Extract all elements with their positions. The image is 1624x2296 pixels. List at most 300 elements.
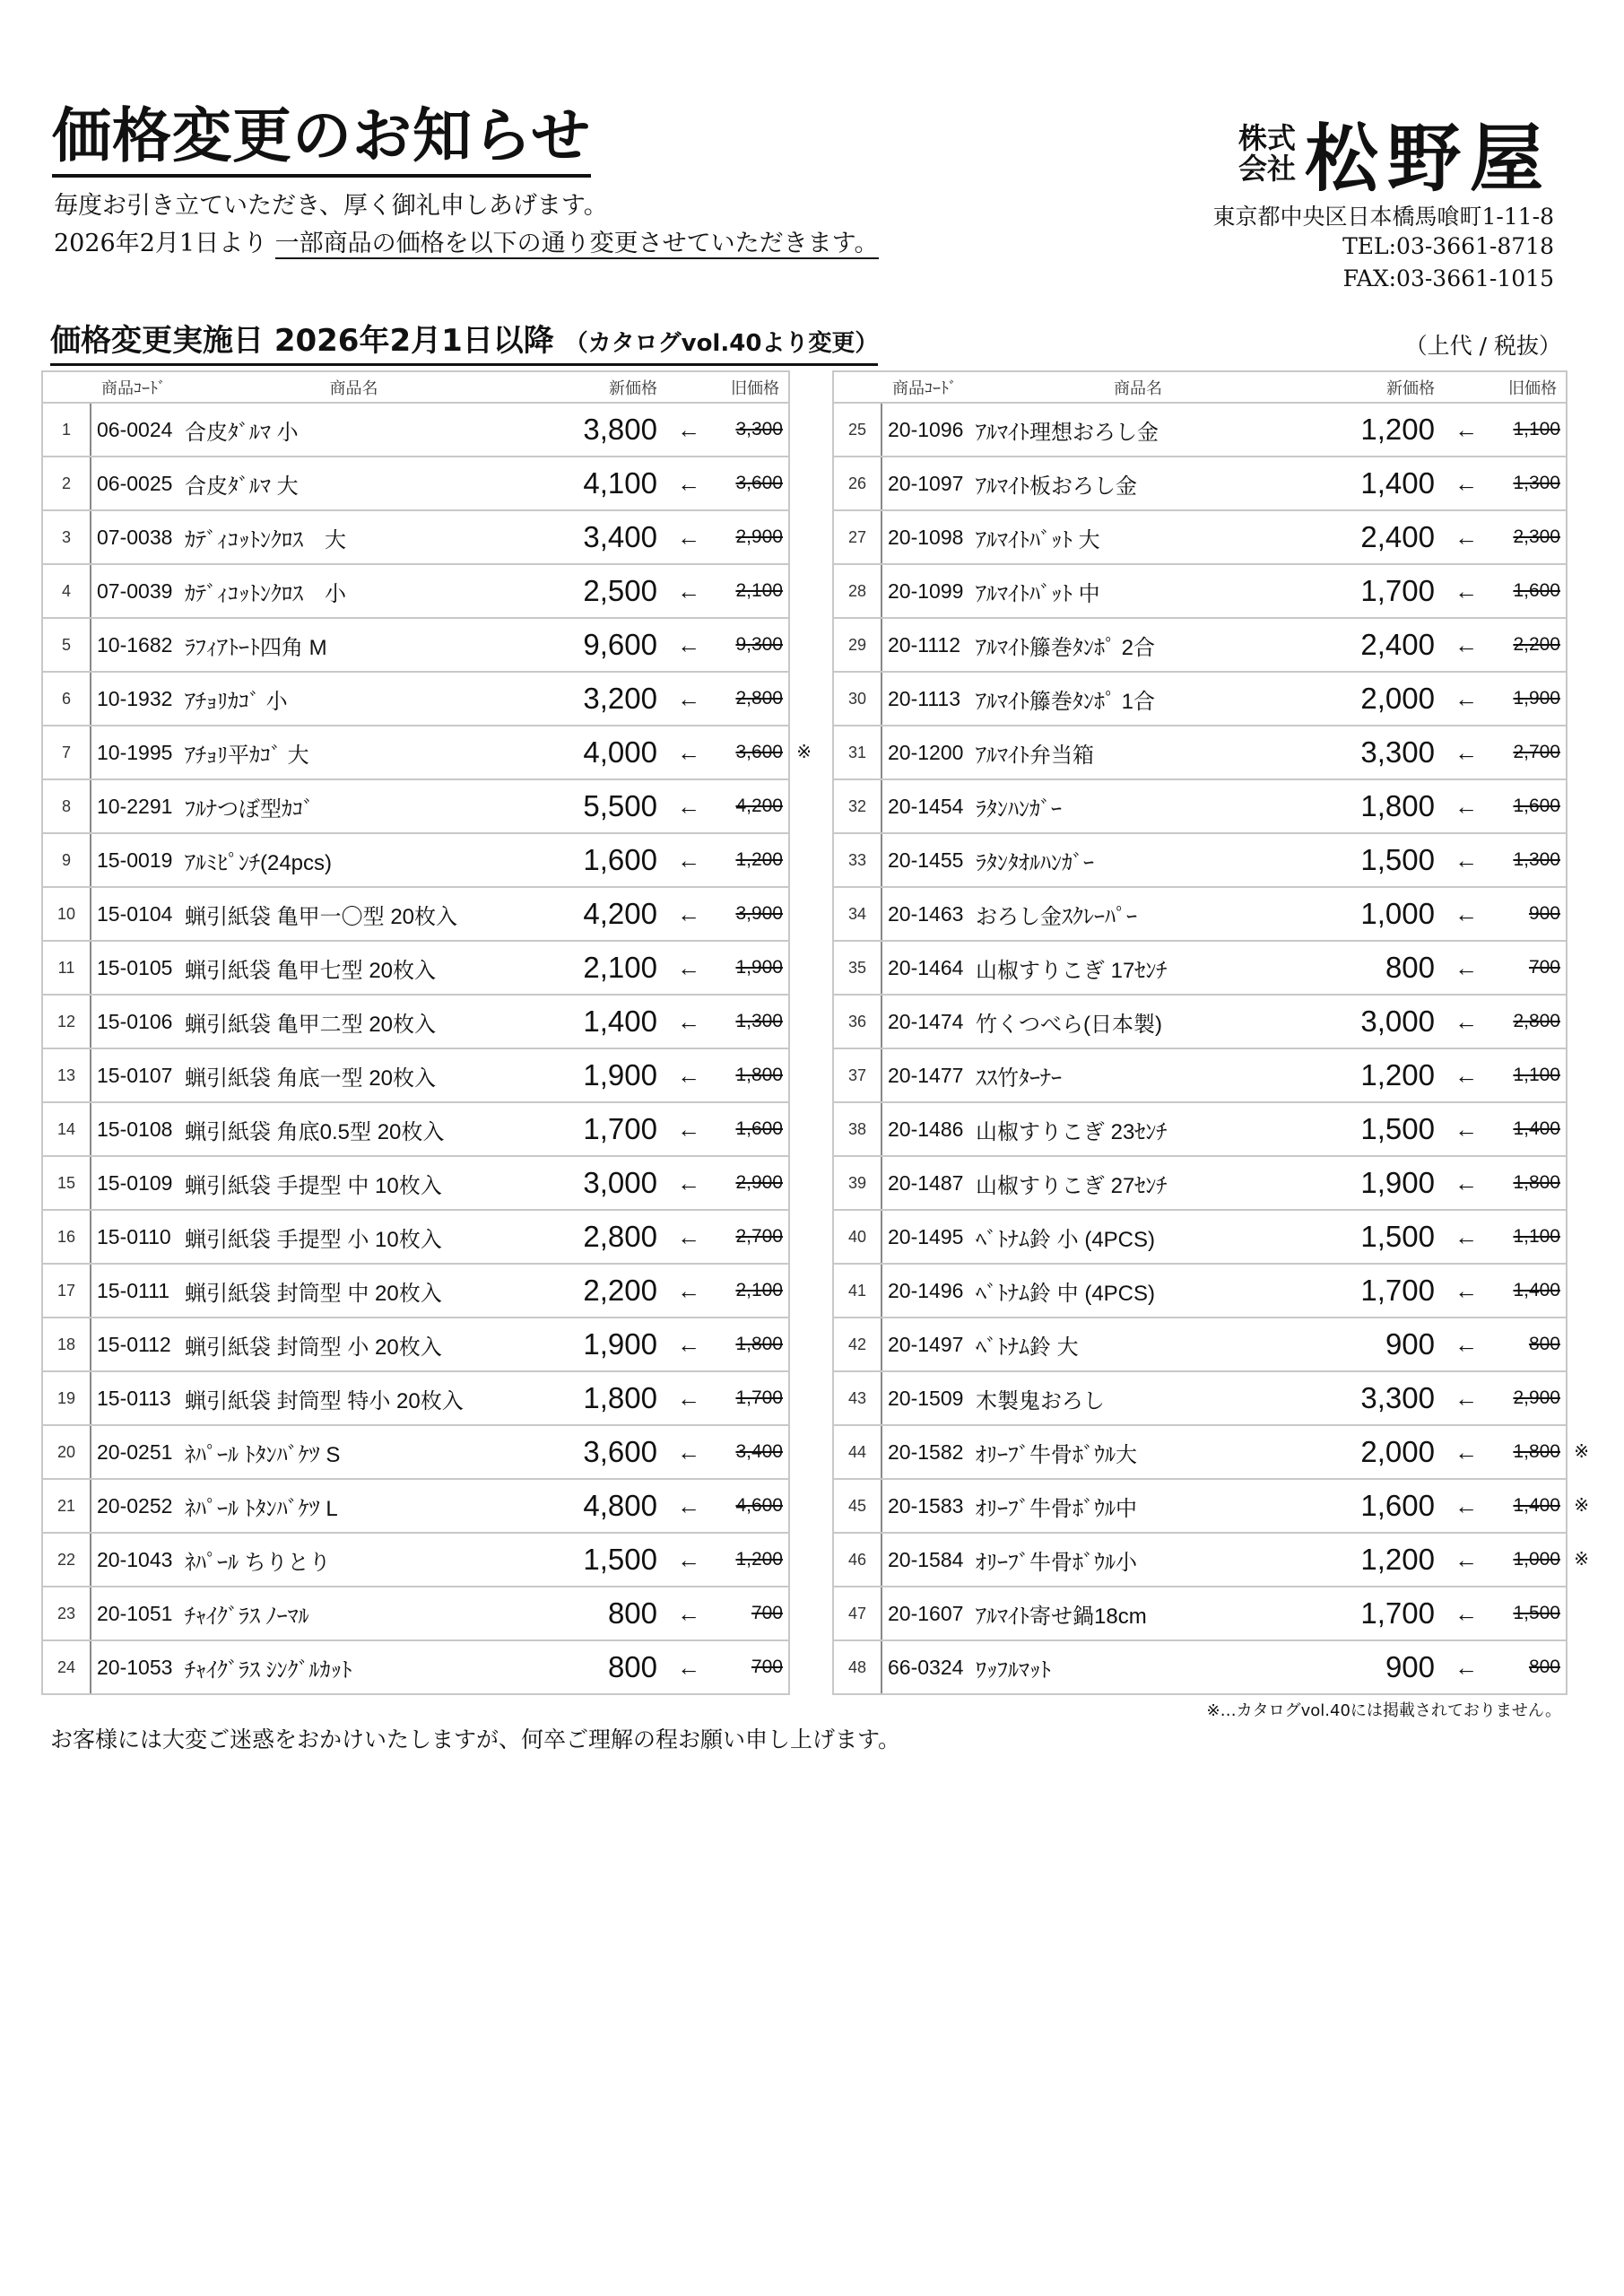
arrow-icon: ← — [657, 564, 720, 618]
row-number: 40 — [833, 1210, 881, 1264]
old-price-value: 1,100 — [1513, 1226, 1560, 1247]
product-code: 15-0113 — [91, 1371, 185, 1425]
product-name: ﾈﾊﾟｰﾙ ﾄﾀﾝﾊﾞｹﾂ S — [185, 1425, 523, 1479]
old-price — [1498, 618, 1567, 672]
table-row — [833, 1640, 1567, 1694]
row-number: 24 — [42, 1640, 91, 1694]
old-price-value: 2,100 — [735, 580, 783, 601]
new-price: 1,900 — [1300, 1156, 1435, 1210]
old-price-value: 3,900 — [735, 903, 783, 924]
table-row — [42, 618, 789, 672]
old-price-value: 1,900 — [1513, 688, 1560, 709]
old-price — [720, 457, 789, 510]
new-price: 1,000 — [1300, 887, 1435, 941]
arrow-icon: ← — [1435, 995, 1498, 1048]
table-row — [833, 1048, 1567, 1102]
row-number: 42 — [833, 1318, 881, 1371]
arrow-icon: ← — [1435, 726, 1498, 779]
product-name: 蝋引紙袋 封筒型 特小 20枚入 — [185, 1371, 523, 1425]
product-code: 10-1682 — [91, 618, 185, 672]
table-row — [833, 1102, 1567, 1156]
table-header-row — [42, 371, 789, 403]
product-name: ﾜｯﾌﾙﾏｯﾄ — [976, 1640, 1300, 1694]
table-row — [833, 1425, 1567, 1479]
new-price: 1,700 — [1300, 564, 1435, 618]
product-code: 20-1607 — [881, 1587, 976, 1640]
section-heading — [50, 321, 878, 366]
new-price: 1,400 — [1300, 457, 1435, 510]
old-price — [1498, 1425, 1589, 1479]
new-price: 1,500 — [523, 1533, 657, 1587]
table-row — [833, 726, 1567, 779]
product-name: ﾁｬｲｸﾞﾗｽ ｼﾝｸﾞﾙｶｯﾄ — [185, 1640, 523, 1694]
table-row — [833, 995, 1567, 1048]
table-row — [42, 941, 789, 995]
arrow-icon: ← — [1435, 1318, 1498, 1371]
row-number: 19 — [42, 1371, 91, 1425]
old-price — [1498, 726, 1567, 779]
row-number: 5 — [42, 618, 91, 672]
product-name: ｵﾘｰﾌﾞ牛骨ﾎﾞｳﾙ小 — [976, 1533, 1300, 1587]
product-code: 20-1454 — [881, 779, 976, 833]
product-name: ﾌﾙﾅつぼ型ｶｺﾞ — [185, 779, 523, 833]
old-price-value: 2,800 — [735, 688, 783, 709]
old-price — [1498, 1587, 1567, 1640]
row-number: 22 — [42, 1533, 91, 1587]
old-price — [1498, 833, 1567, 887]
old-price — [720, 403, 789, 457]
old-price — [720, 1210, 789, 1264]
company-type-mark — [1238, 120, 1296, 186]
product-name: 木製鬼おろし — [976, 1371, 1300, 1425]
closing-text: お客様には大変ご迷惑をおかけいたしますが、何卒ご理解の程お願い申し上げます。 — [50, 1726, 901, 1752]
old-price-value: 4,200 — [735, 796, 783, 816]
arrow-icon: ← — [657, 833, 720, 887]
product-name: 山椒すりこぎ 17ｾﾝﾁ — [976, 941, 1300, 995]
old-price — [1498, 1102, 1567, 1156]
product-code: 20-1487 — [881, 1156, 976, 1210]
old-price-value: 3,300 — [735, 419, 783, 439]
product-code: 15-0108 — [91, 1102, 185, 1156]
old-price — [720, 1264, 789, 1318]
row-number: 10 — [42, 887, 91, 941]
old-price — [720, 1318, 789, 1371]
product-code: 20-1043 — [91, 1533, 185, 1587]
product-code: 20-0252 — [91, 1479, 185, 1533]
row-number: 1 — [42, 403, 91, 457]
product-code: 20-1097 — [881, 457, 976, 510]
arrow-icon: ← — [1435, 1533, 1498, 1587]
product-name: ｱﾙﾏｲﾄ板おろし金 — [976, 457, 1300, 510]
arrow-icon: ← — [1435, 1371, 1498, 1425]
product-name: ﾗﾀﾝﾊﾝｶﾞｰ — [976, 779, 1300, 833]
product-name: 蝋引紙袋 角底0.5型 20枚入 — [185, 1102, 523, 1156]
old-price-value: 1,800 — [1513, 1172, 1560, 1193]
old-price-value: 1,700 — [735, 1387, 783, 1408]
product-name: 蝋引紙袋 亀甲一〇型 20枚入 — [185, 887, 523, 941]
old-price-value: 3,400 — [735, 1441, 783, 1462]
row-number: 11 — [42, 941, 91, 995]
row-number: 36 — [833, 995, 881, 1048]
new-price: 1,700 — [523, 1102, 657, 1156]
product-code: 20-1053 — [91, 1640, 185, 1694]
old-price — [720, 1479, 789, 1533]
product-name: 蝋引紙袋 封筒型 小 20枚入 — [185, 1318, 523, 1371]
row-number: 23 — [42, 1587, 91, 1640]
table-row — [42, 1048, 789, 1102]
new-price: 3,800 — [523, 403, 657, 457]
table-row — [833, 1587, 1567, 1640]
new-price: 1,900 — [523, 1318, 657, 1371]
new-price: 1,200 — [1300, 403, 1435, 457]
row-number: 37 — [833, 1048, 881, 1102]
logo-char: 社 — [1266, 151, 1296, 186]
table-row — [42, 1264, 789, 1318]
new-price: 900 — [1300, 1318, 1435, 1371]
old-price-value: 2,900 — [1513, 1387, 1560, 1408]
product-name: ｱﾙﾏｲﾄ寄せ鍋18cm — [976, 1587, 1300, 1640]
product-name: 合皮ﾀﾞﾙﾏ 大 — [185, 457, 523, 510]
product-name: ｱﾁｮﾘｶｺﾞ 小 — [185, 672, 523, 726]
old-price — [720, 833, 789, 887]
product-name: ｵﾘｰﾌﾞ牛骨ﾎﾞｳﾙ大 — [976, 1425, 1300, 1479]
old-price — [1498, 1640, 1567, 1694]
product-name: ｽｽ竹ﾀｰﾅｰ — [976, 1048, 1300, 1102]
arrow-icon: ← — [657, 779, 720, 833]
table-row — [833, 1479, 1567, 1533]
table-row — [833, 510, 1567, 564]
old-price-value: 1,800 — [1513, 1441, 1560, 1462]
arrow-icon: ← — [657, 726, 720, 779]
footnote: ※…カタログvol.40には掲載されておりません。 — [1206, 1701, 1561, 1720]
old-price-value: 1,900 — [735, 957, 783, 978]
old-price — [720, 941, 789, 995]
product-code: 66-0324 — [881, 1640, 976, 1694]
table-row — [42, 1533, 789, 1587]
old-price — [1498, 564, 1567, 618]
new-price: 900 — [1300, 1640, 1435, 1694]
arrow-icon: ← — [657, 941, 720, 995]
table-row — [42, 457, 789, 510]
product-code: 20-1463 — [881, 887, 976, 941]
table-row — [833, 1533, 1567, 1587]
new-price: 1,900 — [523, 1048, 657, 1102]
product-code: 20-1474 — [881, 995, 976, 1048]
new-price: 3,200 — [523, 672, 657, 726]
new-price: 3,400 — [523, 510, 657, 564]
product-code: 20-1096 — [881, 403, 976, 457]
arrow-icon: ← — [657, 887, 720, 941]
old-price-value: 1,200 — [735, 1549, 783, 1570]
header-no — [42, 371, 91, 403]
old-price-value: 9,300 — [735, 634, 783, 655]
product-code: 10-1932 — [91, 672, 185, 726]
product-code: 15-0104 — [91, 887, 185, 941]
product-code: 15-0110 — [91, 1210, 185, 1264]
not-in-catalog-mark: ※ — [1574, 1550, 1589, 1570]
row-number: 9 — [42, 833, 91, 887]
product-name: ｱﾙﾏｲﾄ弁当箱 — [976, 726, 1300, 779]
old-price-value: 2,800 — [1513, 1011, 1560, 1031]
new-price: 800 — [523, 1640, 657, 1694]
row-number: 16 — [42, 1210, 91, 1264]
table-row — [42, 1640, 789, 1694]
table-row — [42, 1425, 789, 1479]
old-price — [1498, 1318, 1567, 1371]
old-price — [1498, 672, 1567, 726]
row-number: 12 — [42, 995, 91, 1048]
table-row — [833, 887, 1567, 941]
not-in-catalog-mark: ※ — [1574, 1496, 1589, 1516]
product-code: 20-1582 — [881, 1425, 976, 1479]
old-price-value: 2,200 — [1513, 634, 1560, 655]
product-name: ﾁｬｲｸﾞﾗｽ ﾉｰﾏﾙ — [185, 1587, 523, 1640]
old-price — [720, 672, 789, 726]
row-number: 28 — [833, 564, 881, 618]
arrow-icon: ← — [1435, 1425, 1498, 1479]
company-address: 東京都中央区日本橋馬喰町1-11-8 — [1212, 204, 1554, 230]
row-number: 27 — [833, 510, 881, 564]
page-title: 価格変更のお知らせ — [52, 100, 591, 178]
old-price-value: 1,800 — [735, 1334, 783, 1354]
old-price — [720, 618, 789, 672]
product-code: 15-0111 — [91, 1264, 185, 1318]
old-price-value: 2,100 — [735, 1280, 783, 1300]
arrow-icon: ← — [1435, 1264, 1498, 1318]
new-price: 2,400 — [1300, 510, 1435, 564]
row-number: 3 — [42, 510, 91, 564]
product-code: 15-0105 — [91, 941, 185, 995]
old-price-value: 1,600 — [1513, 580, 1560, 601]
arrow-icon: ← — [1435, 457, 1498, 510]
arrow-icon: ← — [1435, 1479, 1498, 1533]
new-price: 2,800 — [523, 1210, 657, 1264]
product-name: ﾍﾞﾄﾅﾑ鈴 中 (4PCS) — [976, 1264, 1300, 1318]
table-row — [833, 1371, 1567, 1425]
table-row — [42, 1102, 789, 1156]
product-code: 20-1112 — [881, 618, 976, 672]
tax-note: （上代 / 税抜） — [1404, 333, 1561, 359]
new-price: 2,000 — [1300, 672, 1435, 726]
old-price — [720, 887, 789, 941]
old-price-value: 1,100 — [1513, 1065, 1560, 1085]
old-price-value: 2,700 — [735, 1226, 783, 1247]
row-number: 34 — [833, 887, 881, 941]
arrow-icon: ← — [657, 1264, 720, 1318]
arrow-icon: ← — [1435, 618, 1498, 672]
old-price — [1498, 510, 1567, 564]
product-code: 06-0024 — [91, 403, 185, 457]
row-number: 41 — [833, 1264, 881, 1318]
product-code: 20-1200 — [881, 726, 976, 779]
table-row — [833, 457, 1567, 510]
arrow-icon: ← — [657, 457, 720, 510]
not-in-catalog-mark: ※ — [1574, 1442, 1589, 1462]
old-price-value: 2,700 — [1513, 742, 1560, 762]
product-code: 20-1099 — [881, 564, 976, 618]
new-price: 1,200 — [1300, 1533, 1435, 1587]
header-name: 商品名 — [185, 371, 523, 403]
header-old-price: 旧価格 — [720, 371, 789, 403]
product-name: ﾍﾞﾄﾅﾑ鈴 大 — [976, 1318, 1300, 1371]
new-price: 1,800 — [1300, 779, 1435, 833]
table-row — [42, 672, 789, 726]
table-header-row — [833, 371, 1567, 403]
old-price — [720, 995, 789, 1048]
price-table-left — [41, 370, 812, 1695]
old-price — [1498, 1533, 1589, 1587]
row-number: 43 — [833, 1371, 881, 1425]
table-row — [833, 941, 1567, 995]
product-name: ｱﾙﾏｲﾄﾊﾞｯﾄ 大 — [976, 510, 1300, 564]
old-price — [1498, 1210, 1567, 1264]
old-price — [720, 1048, 789, 1102]
old-price-value: 1,000 — [1513, 1549, 1560, 1570]
product-name: ｱﾙﾏｲﾄ理想おろし金 — [976, 403, 1300, 457]
old-price-value: 700 — [1528, 957, 1560, 978]
arrow-icon: ← — [657, 1533, 720, 1587]
old-price — [720, 779, 789, 833]
announcement-underlined: 一部商品の価格を以下の通り変更させていただきます。 — [274, 230, 879, 257]
product-code: 20-1477 — [881, 1048, 976, 1102]
new-price: 4,200 — [523, 887, 657, 941]
product-name: ｱﾙﾏｲﾄﾊﾞｯﾄ 中 — [976, 564, 1300, 618]
product-name: 蝋引紙袋 封筒型 中 20枚入 — [185, 1264, 523, 1318]
effective-date-heading: 価格変更実施日 2026年2月1日以降 — [50, 323, 554, 359]
old-price-value: 1,600 — [1513, 796, 1560, 816]
row-number: 47 — [833, 1587, 881, 1640]
row-number: 31 — [833, 726, 881, 779]
old-price-value: 800 — [1528, 1334, 1560, 1354]
arrow-icon: ← — [657, 1640, 720, 1694]
product-code: 20-1486 — [881, 1102, 976, 1156]
arrow-icon: ← — [1435, 672, 1498, 726]
row-number: 8 — [42, 779, 91, 833]
table-row — [833, 1210, 1567, 1264]
new-price: 2,100 — [523, 941, 657, 995]
table-row — [833, 779, 1567, 833]
product-code: 20-1464 — [881, 941, 976, 995]
new-price: 1,200 — [1300, 1048, 1435, 1102]
header-code: 商品ｺｰﾄﾞ — [881, 371, 976, 403]
product-name: 竹くつべら(日本製) — [976, 995, 1300, 1048]
new-price: 1,600 — [1300, 1479, 1435, 1533]
table-row — [833, 618, 1567, 672]
new-price: 3,300 — [1300, 1371, 1435, 1425]
new-price: 800 — [1300, 941, 1435, 995]
old-price — [720, 1533, 789, 1587]
product-code: 20-1496 — [881, 1264, 976, 1318]
old-price — [1498, 403, 1567, 457]
new-price: 800 — [523, 1587, 657, 1640]
old-price — [720, 564, 789, 618]
product-name: 山椒すりこぎ 23ｾﾝﾁ — [976, 1102, 1300, 1156]
arrow-icon: ← — [1435, 941, 1498, 995]
logo-char: 式 — [1266, 120, 1296, 155]
arrow-icon: ← — [657, 510, 720, 564]
product-code: 15-0109 — [91, 1156, 185, 1210]
table-row — [42, 1479, 789, 1533]
new-price: 2,000 — [1300, 1425, 1435, 1479]
header-new-price: 新価格 — [523, 371, 657, 403]
old-price-value: 1,100 — [1513, 419, 1560, 439]
company-tel: TEL:03-3661-8718 — [1342, 233, 1554, 259]
catalog-note: （カタログvol.40より変更） — [564, 330, 879, 357]
arrow-icon: ← — [1435, 1156, 1498, 1210]
product-name: ﾗﾌｨｱﾄｰﾄ四角 M — [185, 618, 523, 672]
old-price-value: 700 — [751, 1657, 783, 1677]
old-price-value: 2,900 — [735, 1172, 783, 1193]
old-price-value: 900 — [1528, 903, 1560, 924]
row-number: 39 — [833, 1156, 881, 1210]
product-name: 蝋引紙袋 角底一型 20枚入 — [185, 1048, 523, 1102]
new-price: 3,300 — [1300, 726, 1435, 779]
product-name: 蝋引紙袋 亀甲二型 20枚入 — [185, 995, 523, 1048]
product-name: 山椒すりこぎ 27ｾﾝﾁ — [976, 1156, 1300, 1210]
row-number: 38 — [833, 1102, 881, 1156]
arrow-icon: ← — [657, 403, 720, 457]
row-number: 17 — [42, 1264, 91, 1318]
product-code: 07-0038 — [91, 510, 185, 564]
old-price — [1498, 1264, 1567, 1318]
arrow-icon: ← — [1435, 1048, 1498, 1102]
row-number: 26 — [833, 457, 881, 510]
row-number: 29 — [833, 618, 881, 672]
table-row — [833, 833, 1567, 887]
table-row — [42, 833, 789, 887]
product-code: 15-0019 — [91, 833, 185, 887]
old-price — [1498, 887, 1567, 941]
arrow-icon: ← — [657, 1587, 720, 1640]
row-number: 13 — [42, 1048, 91, 1102]
header-old-price: 旧価格 — [1498, 371, 1567, 403]
new-price: 3,000 — [523, 1156, 657, 1210]
product-name: おろし金ｽｸﾚｰﾊﾟｰ — [976, 887, 1300, 941]
old-price-value: 3,600 — [735, 473, 783, 493]
table-row — [42, 726, 789, 779]
arrow-icon: ← — [657, 1102, 720, 1156]
product-code: 20-1583 — [881, 1479, 976, 1533]
arrow-icon: ← — [657, 995, 720, 1048]
product-code: 20-1509 — [881, 1371, 976, 1425]
table-row — [833, 1156, 1567, 1210]
new-price: 3,000 — [1300, 995, 1435, 1048]
table-row — [42, 995, 789, 1048]
product-code: 20-1455 — [881, 833, 976, 887]
old-price — [1498, 1371, 1567, 1425]
logo-char: 会 — [1238, 151, 1267, 186]
arrow-icon: ← — [1435, 564, 1498, 618]
product-code: 10-2291 — [91, 779, 185, 833]
row-number: 46 — [833, 1533, 881, 1587]
old-price-value: 4,600 — [735, 1495, 783, 1516]
arrow-icon: ← — [657, 1318, 720, 1371]
product-name: ｱﾙﾏｲﾄ籐巻ﾀﾝﾎﾟ 2合 — [976, 618, 1300, 672]
new-price: 1,500 — [1300, 1210, 1435, 1264]
row-number: 14 — [42, 1102, 91, 1156]
arrow-icon: ← — [1435, 403, 1498, 457]
arrow-icon: ← — [1435, 1102, 1498, 1156]
arrow-icon: ← — [1435, 833, 1498, 887]
header-arrow — [1435, 371, 1498, 403]
table-row — [833, 672, 1567, 726]
header-arrow — [657, 371, 720, 403]
old-price — [720, 1102, 789, 1156]
old-price — [720, 510, 789, 564]
table-row — [833, 403, 1567, 457]
product-name: ﾈﾊﾟｰﾙ ちりとり — [185, 1533, 523, 1587]
product-code: 07-0039 — [91, 564, 185, 618]
